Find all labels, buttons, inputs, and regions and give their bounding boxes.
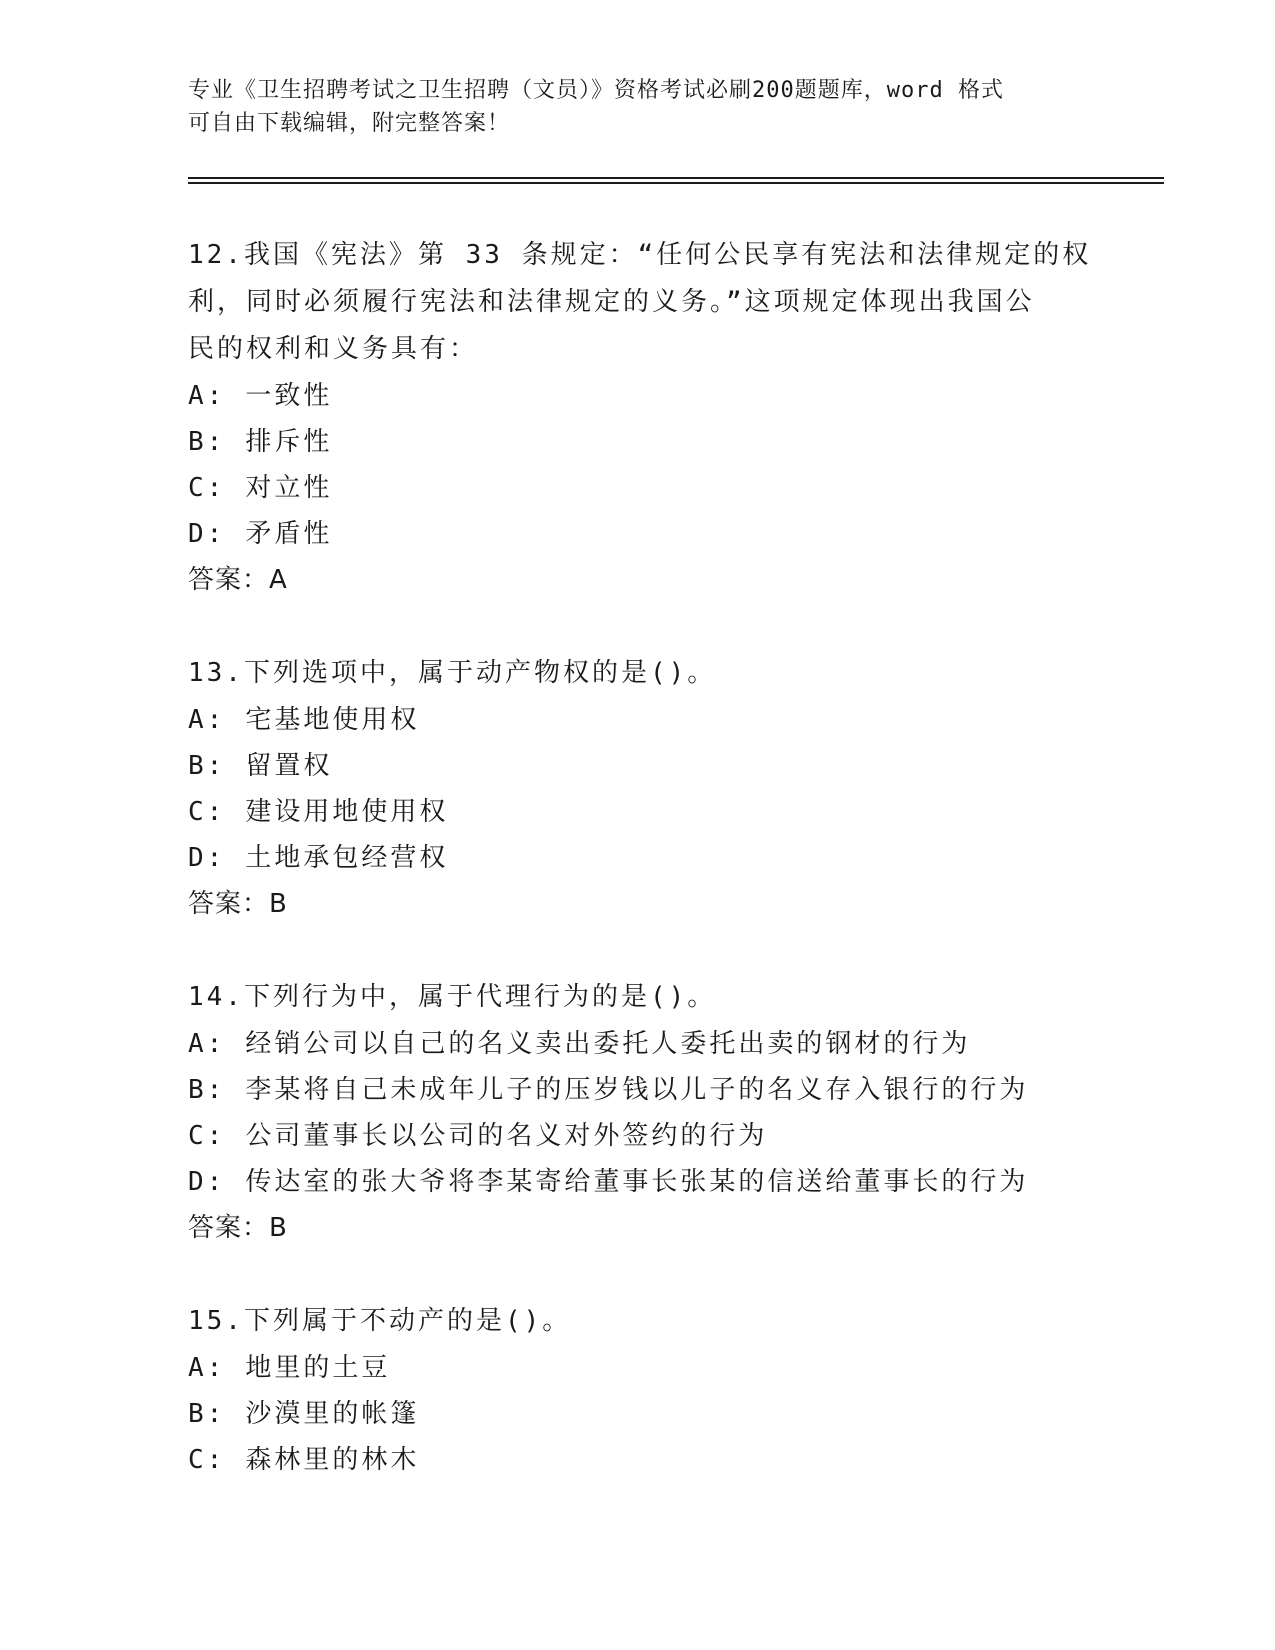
question-text-line: 13.下列选项中，属于动产物权的是()。: [188, 658, 717, 688]
option-text: 森林里的林木: [245, 1445, 420, 1475]
option-text: 建设用地使用权: [245, 797, 449, 827]
option-text: 矛盾性: [245, 519, 333, 549]
option-label: A:: [188, 381, 226, 411]
question-text: [188, 232, 1148, 373]
option-d: [188, 1159, 1148, 1205]
option-label: A:: [188, 705, 226, 735]
option-label: A:: [188, 1029, 226, 1059]
option-label: C:: [188, 1121, 226, 1151]
option-c: [188, 465, 1148, 511]
option-text: 传达室的张大爷将李某寄给董事长张某的信送给董事长的行为: [245, 1167, 1029, 1197]
answer: 答案：B: [188, 1213, 288, 1243]
option-text: 宅基地使用权: [245, 705, 420, 735]
option-text: 经销公司以自己的名义卖出委托人委托出卖的钢材的行为: [245, 1029, 971, 1059]
option-b: [188, 419, 1148, 465]
option-d: [188, 511, 1148, 557]
option-label: B:: [188, 427, 226, 457]
document-header: [188, 74, 1068, 140]
option-text: 地里的土豆: [245, 1353, 391, 1383]
option-d: [188, 835, 1148, 881]
option-c: [188, 1113, 1148, 1159]
option-label: D:: [188, 1167, 226, 1197]
option-a: [188, 1345, 1148, 1391]
option-label: C:: [188, 1445, 226, 1475]
question-text: [188, 650, 1148, 697]
option-b: [188, 1391, 1148, 1437]
option-a: [188, 1021, 1148, 1067]
option-text: 对立性: [245, 473, 333, 503]
question-text-line: 12.我国《宪法》第 33 条规定：“任何公民享有宪法和法律规定的权: [188, 240, 1092, 270]
option-label: B:: [188, 1075, 226, 1105]
option-text: 公司董事长以公司的名义对外签约的行为: [245, 1121, 768, 1151]
question-text-line: 15.下列属于不动产的是()。: [188, 1306, 572, 1336]
option-label: B:: [188, 1399, 226, 1429]
option-label: B:: [188, 751, 226, 781]
option-text: 一致性: [245, 381, 333, 411]
question-15: [188, 1298, 1148, 1483]
question-text-line: 利，同时必须履行宪法和法律规定的义务。”这项规定体现出我国公: [188, 287, 1035, 317]
option-label: C:: [188, 473, 226, 503]
option-b: [188, 743, 1148, 789]
header-divider-top: [188, 177, 1164, 179]
question-12: [188, 232, 1148, 603]
option-label: D:: [188, 843, 226, 873]
option-text: 李某将自己未成年儿子的压岁钱以儿子的名义存入银行的行为: [245, 1075, 1029, 1105]
option-text: 排斥性: [245, 427, 333, 457]
option-c: [188, 1437, 1148, 1483]
answer: 答案：B: [188, 889, 288, 919]
option-c: [188, 789, 1148, 835]
header-divider-bottom: [188, 182, 1164, 184]
question-text-line: 民的权利和义务具有：: [188, 334, 479, 364]
option-text: 沙漠里的帐篷: [245, 1399, 420, 1429]
question-list: [188, 232, 1148, 1530]
question-text: [188, 974, 1148, 1021]
option-label: C:: [188, 797, 226, 827]
question-text: [188, 1298, 1148, 1345]
option-text: 土地承包经营权: [245, 843, 449, 873]
option-a: [188, 697, 1148, 743]
question-14: [188, 974, 1148, 1251]
answer: 答案：A: [188, 565, 288, 595]
header-line-2: 可自由下载编辑，附完整答案！: [188, 111, 511, 136]
option-label: A:: [188, 1353, 226, 1383]
option-text: 留置权: [245, 751, 333, 781]
header-line-1: 专业《卫生招聘考试之卫生招聘（文员）》资格考试必刷200题题库，word 格式: [188, 78, 1004, 103]
option-label: D:: [188, 519, 226, 549]
option-b: [188, 1067, 1148, 1113]
option-a: [188, 373, 1148, 419]
question-13: [188, 650, 1148, 927]
question-text-line: 14.下列行为中，属于代理行为的是()。: [188, 982, 717, 1012]
